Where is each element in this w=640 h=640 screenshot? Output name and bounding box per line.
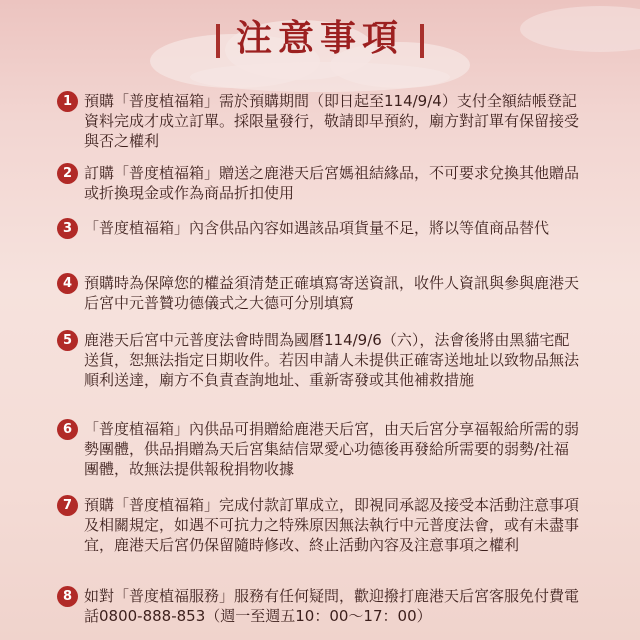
number-badge: 4 <box>57 273 78 294</box>
notice-text: 訂購「普度植福箱」贈送之鹿港天后宮媽祖結緣品，不可要求兌換其他贈品或折換現金或作為商品折扣使用 <box>84 164 580 202</box>
page-title-text: 注意事項 <box>235 17 404 59</box>
number-badge: 3 <box>57 218 78 239</box>
notice-item <box>62 586 584 626</box>
title-bar-left <box>216 24 220 58</box>
notice-item <box>62 419 584 479</box>
cloud-decoration <box>190 62 450 92</box>
notice-text: 鹿港天后宮中元普度法會時間為國曆114/9/6（六），法會後將由黑貓宅配送貨，恕無法指定日期收件。若因申請人未提供正確寄送地址以致物品無法順利送達，廟方不負責查詢地址、重新寄發或其他補救措施 <box>84 331 580 389</box>
number-badge: 2 <box>57 163 78 184</box>
notice-item <box>62 218 584 238</box>
notice-item <box>62 163 584 203</box>
notice-item <box>62 495 584 555</box>
title-bar-right <box>420 24 424 58</box>
notice-text: 預購時為保障您的權益須清楚正確填寫寄送資訊，收件人資訊與參與鹿港天后宮中元普贊功德儀式之大德可分別填寫 <box>84 274 580 312</box>
number-badge: 1 <box>57 91 78 112</box>
notice-text: 如對「普度植福服務」服務有任何疑問，歡迎撥打鹿港天后宮客服免付費電話0800-888-853（週一至週五10：00～17：00） <box>84 587 580 625</box>
notice-text: 「普度植福箱」內含供品內容如遇該品項貨量不足，將以等值商品替代 <box>84 219 550 237</box>
number-badge: 8 <box>57 586 78 607</box>
number-badge: 5 <box>57 330 78 351</box>
page-title <box>0 10 640 66</box>
notice-item <box>62 273 584 313</box>
notice-item <box>62 330 584 390</box>
notice-text: 預購「普度植福箱」完成付款訂單成立，即視同承認及接受本活動注意事項及相關規定，如遇不可抗力之特殊原因無法執行中元普度法會，或有未盡事宜，鹿港天后宮仍保留隨時修改、終止活動內容及注意事項之權利 <box>84 496 580 554</box>
number-badge: 7 <box>57 495 78 516</box>
notice-text: 預購「普度植福箱」需於預購期間（即日起至114/9/4）支付全額結帳登記資料完成才成立訂單。採限量發行，敬請即早預約，廟方對訂單有保留接受與否之權利 <box>84 92 580 150</box>
number-badge: 6 <box>57 419 78 440</box>
notice-item <box>62 91 584 151</box>
notice-text: 「普度植福箱」內供品可捐贈給鹿港天后宮，由天后宮分享福報給所需的弱勢團體，供品捐贈為天后宮集結信眾愛心功德後再發給所需要的弱勢/社福團體，故無法提供報稅捐物收據 <box>84 420 580 478</box>
